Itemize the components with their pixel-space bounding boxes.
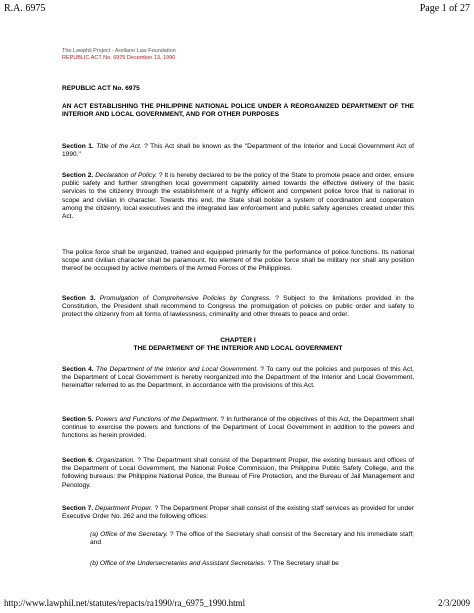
subitem-heading: (a) Office of the Secretary.: [90, 531, 168, 538]
section-number: Section 5.: [62, 416, 94, 423]
section-text: ? This Act shall be known as the "Department of the Interior and Local Government Act of 1990.": [62, 143, 414, 159]
section-number: Section 4.: [62, 366, 94, 373]
section-number: Section 2.: [62, 172, 94, 179]
footer-date: 2/3/2009: [437, 598, 470, 608]
section-heading: Powers and Functions of the Department.: [95, 416, 219, 423]
chapter-title: THE DEPARTMENT OF THE INTERIOR AND LOCAL GOVERNMENT: [133, 345, 343, 353]
act-title: AN ACT ESTABLISHING THE PHILIPPINE NATIONAL POLICE UNDER A REORGANIZED DEPARTMENT OF THE INTERIOR AND LOCAL GOVERNMENT, AND FOR OTHER PURPOSES: [62, 103, 414, 119]
chapter-label: CHAPTER I: [220, 337, 256, 344]
act-number: REPUBLIC ACT No. 6975: [62, 85, 140, 92]
section-7: [62, 505, 414, 521]
section-text: ? Subject to the limitations provided in the Constitution, the President shall recommend to Congress the promulgation of policies on public order and safety to protect the citizenry from all forms of lawlessness, criminality and other threats to peace and order.: [62, 295, 414, 319]
section-text: ? To carry out the policies and purposes of this Act, the Department of Local Government is hereby reorganized into the Department of the Interior and Local Government, hereinafter referred to as the Department, in accordance with the provisions of this Act.: [62, 366, 414, 390]
subitem-text: ? The Secretary shall be: [265, 560, 339, 567]
section-2-paragraph-2: [62, 249, 414, 274]
print-header-title: R.A. 6975: [4, 3, 46, 14]
section-2: [62, 172, 414, 221]
section-heading: Organization.: [95, 457, 136, 464]
section-heading: Department Proper.: [95, 505, 153, 512]
section-heading: Title of the Act.: [96, 143, 142, 150]
section-heading: The Department of the Interior and Local Government.: [95, 366, 259, 373]
subitem-text: ? The office of the Secretary shall consist of the Secretary and his immediate staff; and: [90, 531, 414, 547]
section-text: ? In furtherance of the objectives of this Act, the Department shall continue to exercise the powers and functions of the Department of Local Government in addition to the powers and functions as herein provided.: [62, 416, 414, 440]
section-heading: Declaration of Policy.: [95, 172, 157, 179]
source-line: The Lawphil Project - Arellano Law Foundation: [62, 48, 176, 54]
section-text: ? The Department Proper shall consist of the existing staff services as provided for under Executive Order No. 262 and the following offices:: [62, 505, 415, 521]
section-text: ? It is hereby declared to be the policy of the State to promote peace and order, ensure public safety and further strengthen local government capability aimed towards the effective delivery of the basic services to the citizenry through the establishment of a highly efficient and competent police force that is national in scope and civilian in character. Towards this end, the State shall bolster a system of coordination and cooperation among the citizenry, local executives and the integrated law enforcement and public safety agencies created under this Act.: [62, 172, 414, 221]
subitem-b: [90, 560, 414, 568]
source-attribution: [62, 48, 176, 62]
print-header: [4, 3, 470, 17]
section-text: ? The Department shall consist of the Department Proper, the existing bureaus and offices of the Department of Local Government, the National Police Commission, the Philippine Public Safety College, and the following bureaus: the Philippine National Police, the Bureau of Fire Protection, and the Bureau of Jail Management and Penology.: [62, 457, 414, 489]
section-4: [62, 366, 414, 391]
section-number: Section 1.: [62, 143, 94, 150]
footer-url: http://www.lawphil.net/statutes/repacts/ra1990/ra_6975_1990.html: [4, 598, 246, 608]
section-number: Section 3.: [62, 295, 96, 302]
print-footer: [4, 598, 470, 610]
print-header-page: Page 1 of 27: [419, 3, 470, 14]
chapter-heading: [62, 337, 414, 353]
subitem-heading: (b) Office of the Undersecretaries and Assistant Secretaries.: [90, 560, 266, 567]
section-heading: Promulgation of Comprehensive Policies by Congress.: [99, 295, 272, 302]
section-number: Section 7.: [62, 505, 94, 512]
source-subline: REPUBLIC ACT No. 6975 December 13, 1990: [62, 55, 176, 61]
section-5: [62, 416, 414, 441]
section-6: [62, 457, 414, 490]
section-1: [62, 143, 414, 159]
section-3: [62, 295, 414, 320]
section-text: The police force shall be organized, trained and equipped primarily for the performance of police functions. Its national scope and civilian character shall be paramount. No element of the police force shall be military nor shall any position thereof be occupied by active members of the Armed Forces of the Philippines.: [62, 249, 414, 273]
subitem-a: [90, 531, 414, 547]
section-number: Section 6.: [62, 457, 94, 464]
